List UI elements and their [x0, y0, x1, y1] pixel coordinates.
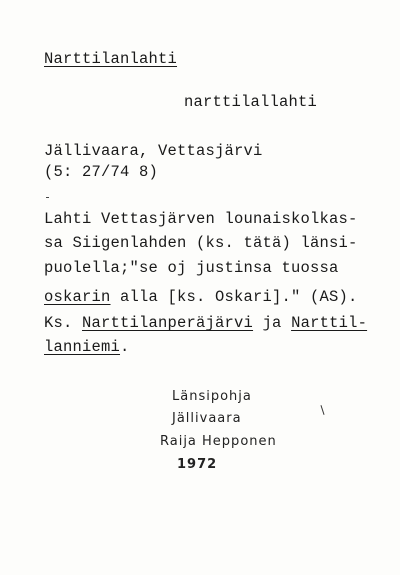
body-line-4-rest: alla [ks. Oskari]." (AS).: [110, 288, 358, 306]
cross-ref-2-end: lanniemi: [44, 338, 121, 356]
period: .: [120, 338, 130, 356]
body-line-1: Lahti Vettasjärven lounaiskolkas-: [44, 210, 358, 228]
cross-ref-2-start: Narttil-: [291, 314, 368, 332]
card-heading: Narttilanlahti: [44, 50, 178, 68]
body-line-6: [44, 338, 130, 356]
variant-form: narttilallahti: [184, 93, 318, 111]
ks-prefix: Ks.: [44, 314, 83, 332]
body-line-2: sa Siigenlahden (ks. tätä) länsi-: [44, 234, 358, 252]
body-line-3: puolella;"se oj justinsa tuossa: [44, 259, 339, 277]
stamp-collector: Raija Hepponen: [160, 434, 277, 449]
map-code: (5: 27/74 8): [44, 163, 159, 181]
stamp-region: Länsipohja: [172, 389, 252, 404]
place-line: Jällivaara, Vettasjärvi: [44, 142, 263, 160]
pen-tick: [320, 405, 324, 415]
ja-word: ja: [253, 314, 292, 332]
oskarin-word: oskarin: [44, 288, 111, 306]
stamp-year: 1972: [177, 457, 218, 472]
cross-ref-1: Narttilanperäjärvi: [82, 314, 254, 332]
body-line-5: [44, 314, 367, 332]
stray-mark: [46, 197, 49, 198]
body-line-4: [44, 288, 358, 306]
stamp-parish: Jällivaara: [172, 411, 242, 426]
